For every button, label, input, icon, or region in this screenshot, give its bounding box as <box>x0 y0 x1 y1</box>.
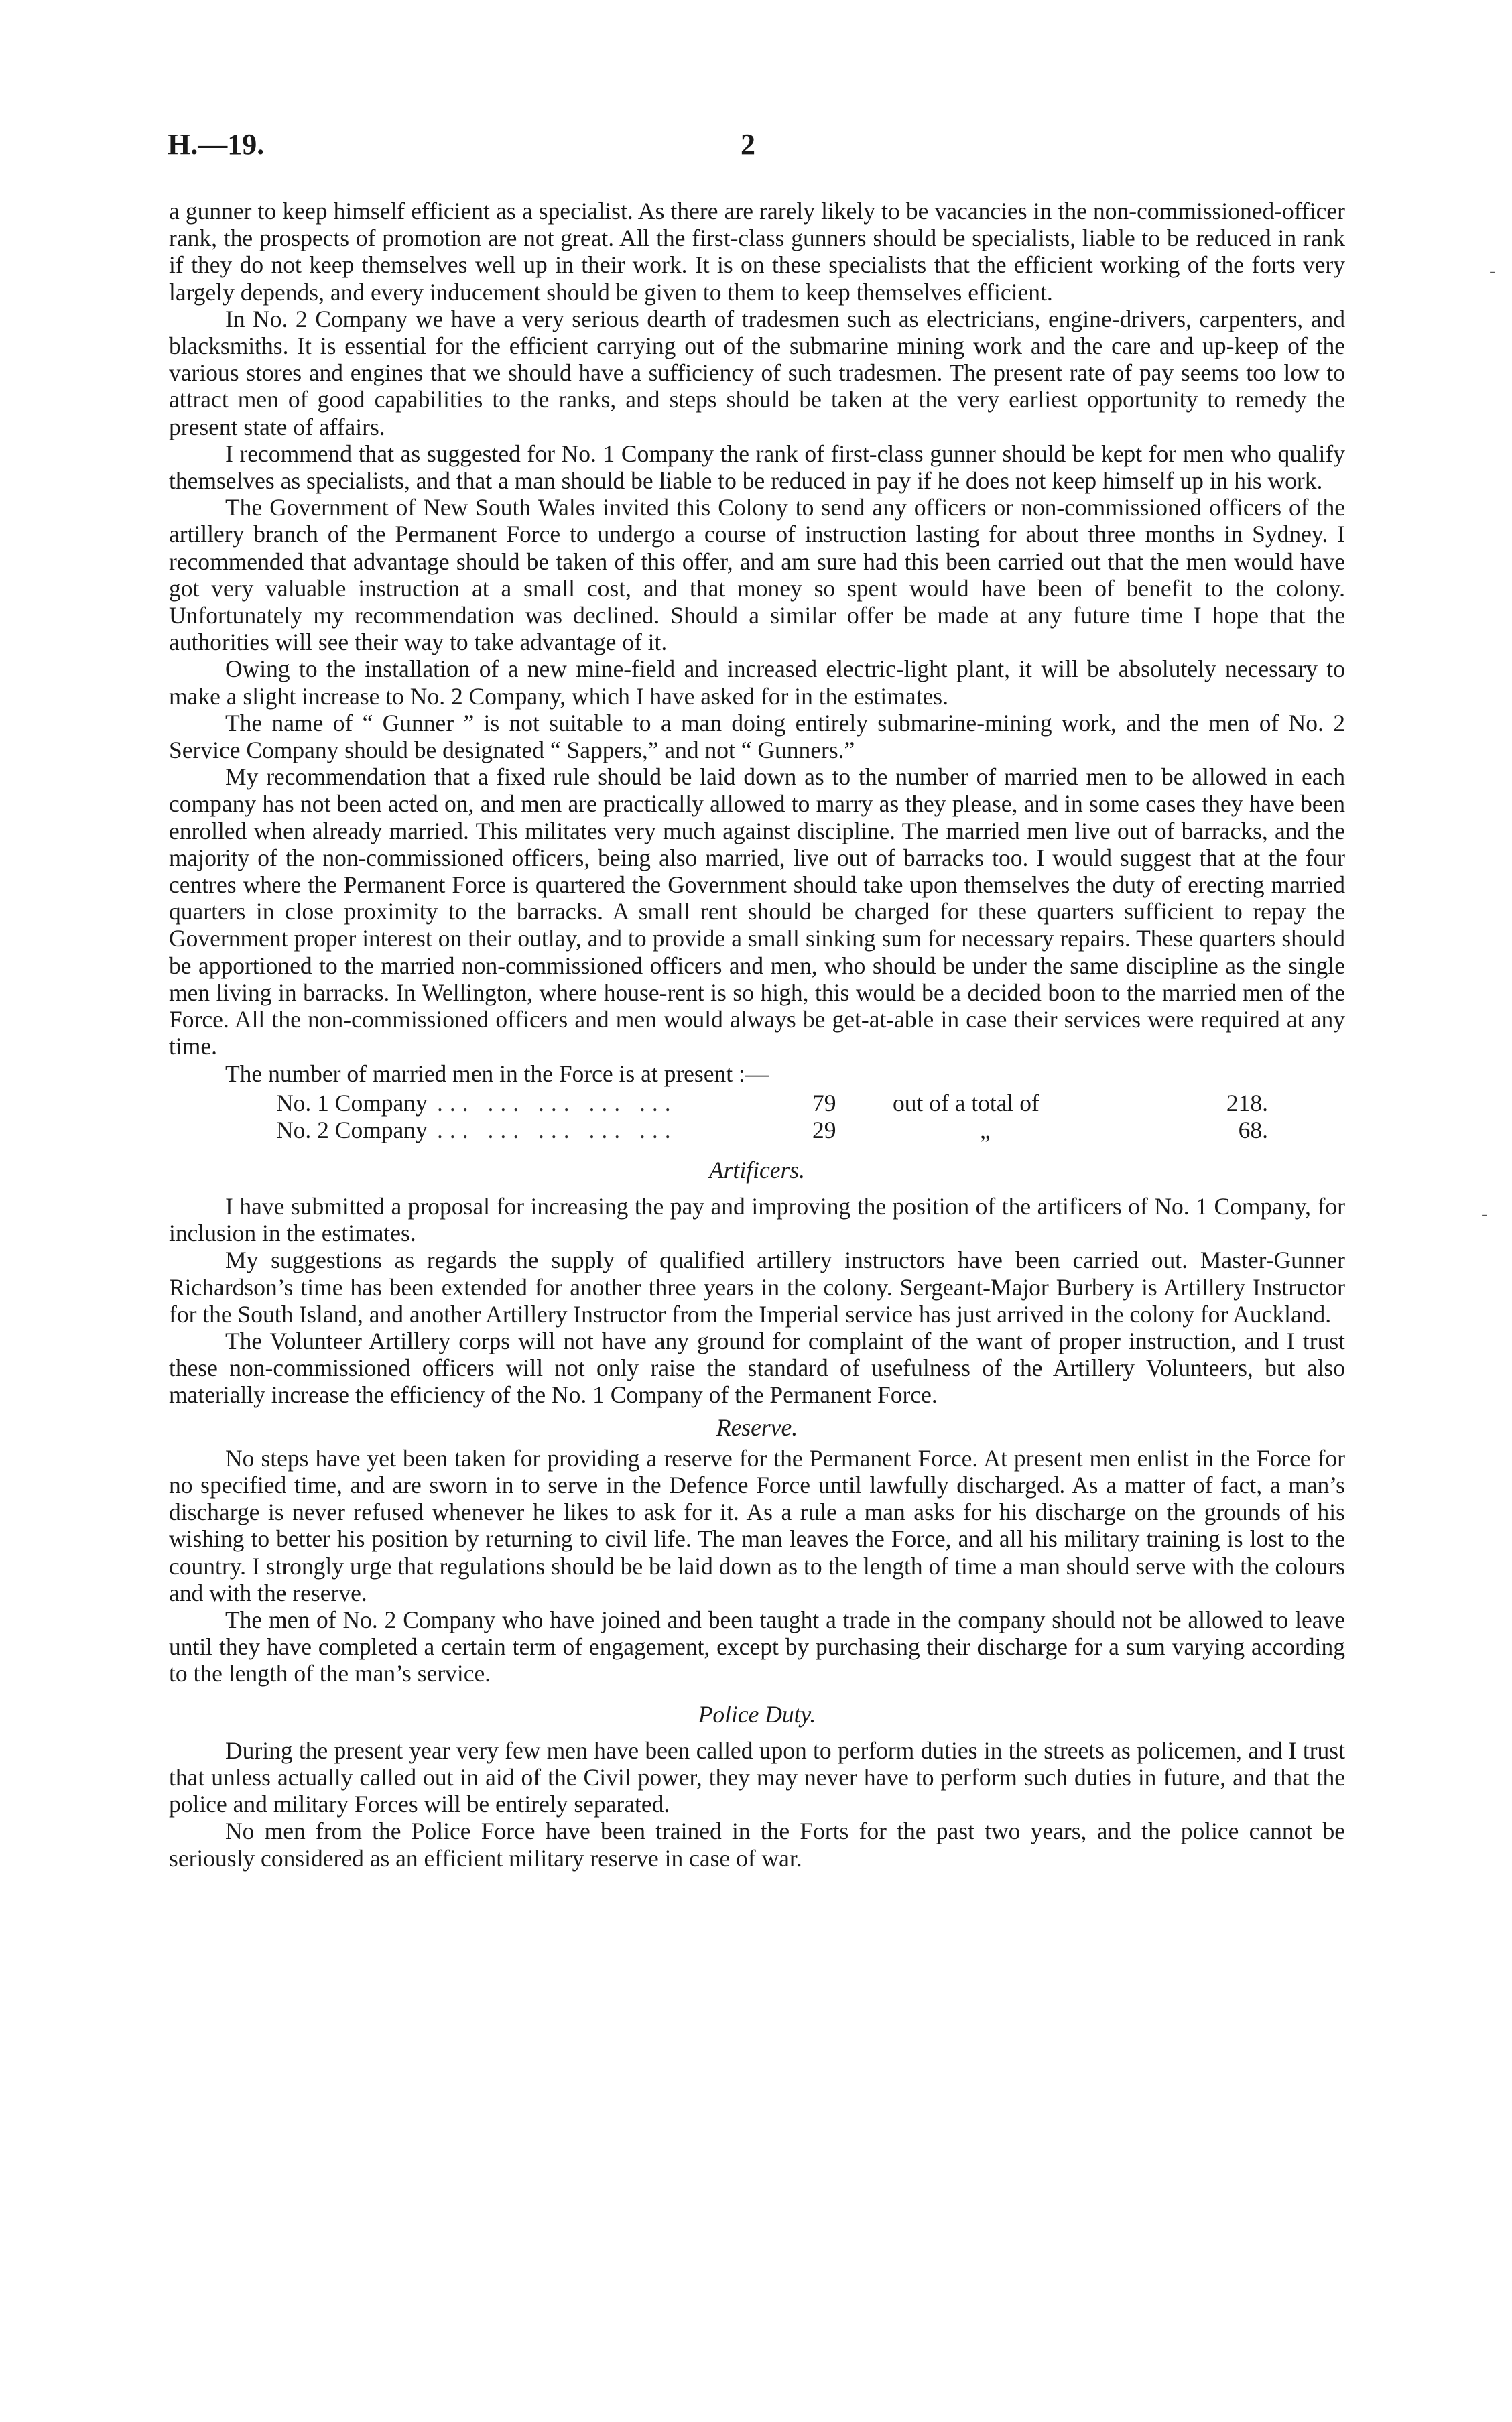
paragraph: a gunner to keep himself efficient as a specialist. As there are rarely likely to be vacancies in the non-commissioned-officer rank, the prospects of promotion are not great. All the first-class gunners should be specialists, liable to be reduced in rank if they do not keep themselves well up in their work. It is on these specialists that the efficient working of the forts very largely depends, and every inducement should be given to them to keep themselves efficient. <box>169 198 1345 306</box>
document-reference: H.—19. <box>168 128 265 161</box>
leader-dots: ... ... ... ... ... <box>437 1089 678 1117</box>
table-row <box>169 1117 1345 1143</box>
company-label: No. 1 Company <box>276 1089 428 1117</box>
paragraph: My recommendation that a fixed rule should be laid down as to the number of married men to be allowed in each company has not been acted on, and men are practically allowed to marry as they please, and in some cases they have been enrolled when already married. This militates very much against discipline. The married men live out of barracks, and the majority of the non-commissioned officers, being also married, live out of barracks too. I would suggest that at the four centres where the Permanent Force is quartered the Government should take upon themselves the duty of erecting married quarters in close proximity to the barracks. A small rent should be charged for these quarters sufficient to repay the Government proper interest on their outlay, and to provide a small sinking sum for necessary repairs. These quarters should be apportioned to the married non-commissioned officers and men, who should be under the same discipline as the single men living in barracks. In Wellington, where house-rent is so high, this would be a decided boon to the married men of the Force. All the non-commissioned officers and men would always be get-at-able in case their services were required at any time. <box>169 763 1345 1060</box>
out-of-text: out of a total of <box>893 1089 1040 1117</box>
paragraph: The Government of New South Wales invited this Colony to send any officers or non-commissioned officers of the artillery branch of the Permanent Force to undergo a course of instruction lasting for about three months in Sydney. I recommended that advantage should be taken of this offer, and am sure had this been carried out that the men would have got very valuable instruction at a small cost, and that money so spent would have been of benefit to the colony. Unfortunately my recommendation was declined. Should a similar offer be made at any future time I hope that the authorities will see their way to take advantage of it. <box>169 494 1345 656</box>
margin-mark: - <box>1481 1203 1488 1225</box>
paragraph: In No. 2 Company we have a very serious dearth of tradesmen such as electricians, engine-drivers, carpenters, and blacksmiths. It is essential for the efficient carrying out of the submarine mining work and the care and up-keep of the various stores and engines that we should have a sufficiency of such tradesmen. The present rate of pay seems too low to attract men of good capabilities to the ranks, and steps should be taken at the very earliest opportunity to remedy the present state of affairs. <box>169 305 1345 440</box>
married-count: 29 <box>812 1116 836 1143</box>
paragraph: The name of “ Gunner ” is not suitable to a man doing entirely submarine-mining work, and the men of No. 2 Service Company should be designated “ Sappers,” and not “ Gunners.” <box>169 709 1345 764</box>
leader-dots: ... ... ... ... ... <box>437 1116 678 1143</box>
paragraph: No steps have yet been taken for providing a reserve for the Permanent Force. At present men enlist in the Force for no specified time, and are sworn in to serve in the Defence Force until lawfully discharged. As a matter of fact, a man’s discharge is never refused whenever he likes to ask for it. As a rule a man asks for his discharge on the grounds of his wishing to better his position by returning to civil life. The man leaves the Force, and all his military training is lost to the country. I strongly urge that regulations should be be laid down as to the length of time a man should serve with the colours and with the reserve. <box>169 1444 1345 1606</box>
table-row <box>169 1090 1345 1117</box>
paragraph: The number of married men in the Force is at present :— <box>225 1060 769 1087</box>
margin-mark: - <box>1489 260 1496 282</box>
page-header <box>168 127 1347 174</box>
paragraph: The men of No. 2 Company who have joined and been taught a trade in the company should not be allowed to leave until they have completed a certain term of engagement, except by purchasing their discharge for a sum varying according to the length of the man’s service. <box>169 1606 1345 1687</box>
paragraph: I have submitted a proposal for increasing the pay and improving the position of the artificers of No. 1 Company, for inclusion in the estimates. <box>169 1192 1345 1247</box>
paragraph: I recommend that as suggested for No. 1 Company the rank of first-class gunner should be kept for men who qualify themselves as specialists, and that a man should be liable to be reduced in pay if he does not keep himself up in his work. <box>169 440 1345 495</box>
paragraph: Owing to the installation of a new mine-field and increased electric-light plant, it will be absolutely necessary to make a slight increase to No. 2 Company, which I have asked for in the estimates. <box>169 655 1345 710</box>
paragraph: No men from the Police Force have been trained in the Forts for the past two years, and the police cannot be seriously considered as an efficient military reserve in case of war. <box>169 1818 1345 1872</box>
paragraph: The Volunteer Artillery corps will not have any ground for complaint of the want of proper instruction, and I trust these non-commissioned officers will not only raise the standard of usefulness of the Artillery Volunteers, but also materially increase the efficiency of the No. 1 Company of the Permanent Force. <box>169 1327 1345 1409</box>
company-label: No. 2 Company <box>276 1116 428 1143</box>
company-total: 218. <box>1226 1089 1268 1117</box>
section-heading-reserve: Reserve. <box>716 1413 798 1441</box>
page-number: 2 <box>741 128 755 161</box>
company-total: 68. <box>1238 1116 1268 1143</box>
section-heading-artificers: Artificers. <box>709 1156 805 1184</box>
paragraph: During the present year very few men have been called upon to perform duties in the streets as policemen, and I trust that unless actually called out in aid of the Civil power, they may never have to perform such duties in future, and that the police and military Forces will be entirely separated. <box>169 1736 1345 1818</box>
paragraph: My suggestions as regards the supply of qualified artillery instructors have been carried out. Master-Gunner Richardson’s time has been extended for another three years in the colony. Sergeant-Major Burbery is Artillery Instructor for the South Island, and another Artillery Instructor from the Imperial service has just arrived in the colony for Auckland. <box>169 1247 1345 1328</box>
document-body <box>169 198 1345 1872</box>
married-men-table <box>169 1090 1345 1143</box>
out-of-text: „ <box>980 1116 991 1143</box>
section-heading-police-duty: Police Duty. <box>698 1700 816 1728</box>
married-count: 79 <box>812 1089 836 1117</box>
